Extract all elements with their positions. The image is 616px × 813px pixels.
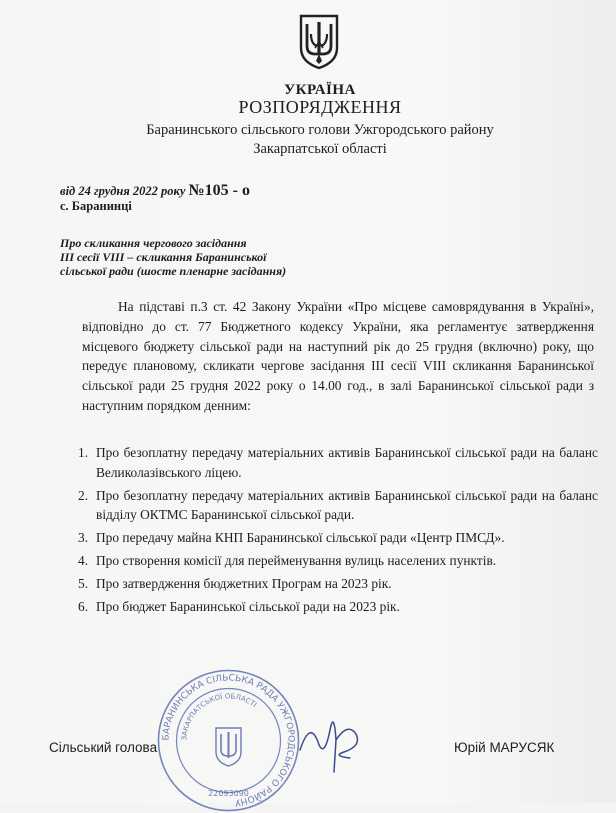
agenda-item-number: 4. — [78, 552, 89, 568]
document-date-number — [60, 182, 250, 200]
svg-text:ЗАКАРПАТСЬКОЇ ОБЛАСТІ — [180, 692, 258, 741]
agenda-item-text: Про безоплатну передачу матеріальних активів Баранинської сільської ради на баланс Великолазівського ліцею. — [96, 445, 598, 480]
issuer-line-1: Баранинського сільського голови Ужгородського району — [146, 122, 494, 138]
agenda-item — [78, 486, 598, 526]
agenda-item-text: Про створення комісії для перейменування вулиць населених пунктів. — [96, 552, 497, 568]
body-paragraph — [82, 297, 594, 416]
document-subject — [60, 236, 286, 278]
ukraine-trident-emblem-icon — [297, 12, 341, 70]
body-paragraph-text: На підставі п.3 ст. 42 Закону України «Про місцеве самоврядування в Україні», відповідно до ст. 77 Бюджетного кодексу України, яка регламентує затвердження місцевого бюджету сільської ради на наступний рік до 25 грудня (включно) року, що передує плановому, скликати чергове засідання ІІІ сесії VІІІ скликання Баранинської сільської ради 25 грудня 2022 року о 14.00 год., в залі Баранинської сільської ради з наступним порядком денним: — [82, 299, 594, 413]
signatory-title: Сільський голова — [49, 740, 158, 755]
subject-line-2: ІІІ сесії VІІІ – скликання Баранинської — [60, 250, 267, 264]
agenda-item-text: Про передачу майна КНП Баранинської сільської ради «Центр ПМСД». — [96, 530, 505, 546]
document-date: від 24 грудня 2022 року — [60, 184, 186, 198]
signatory-name: Юрій МАРУСЯК — [454, 740, 555, 755]
stamp-code: 22093090 — [208, 789, 249, 798]
stamp-trident-icon — [216, 728, 241, 766]
agenda-item — [78, 597, 598, 617]
agenda-item-text: Про безоплатну передачу матеріальних активів Баранинської сільської ради на баланс відділу ОКТМС Баранинської сільської ради. — [96, 487, 598, 523]
document-type-heading: РОЗПОРЯДЖЕННЯ — [238, 97, 402, 117]
agenda-item-number: 5. — [78, 575, 89, 591]
agenda-item-number: 1. — [78, 445, 89, 460]
agenda-item-number: 2. — [78, 487, 89, 503]
agenda-list — [78, 443, 598, 619]
agenda-item-number: 3. — [78, 530, 89, 546]
document-number: №105 - о — [188, 182, 250, 199]
subject-line-3: сільської ради (шосте пленарне засідання) — [60, 264, 287, 278]
official-stamp — [156, 668, 301, 813]
agenda-item — [78, 551, 598, 571]
handwritten-signature — [290, 700, 370, 780]
stamp-inner-text: ЗАКАРПАТСЬКОЇ ОБЛАСТІ — [180, 692, 259, 741]
country-heading: УКРАЇНА — [284, 82, 356, 98]
subject-line-1: Про скликання чергового засідання — [60, 236, 247, 250]
agenda-item-text: Про бюджет Баранинської сільської ради на 2023 рік. — [96, 598, 400, 614]
agenda-item — [78, 443, 598, 483]
agenda-item-number: 6. — [78, 598, 89, 614]
stamp-outer-text: БАРАНИНСЬКА СІЛЬСЬКА РАДА УЖГОРОДСЬКОГО РАЙОНУ — [161, 673, 296, 808]
document-place: с. Баранинці — [60, 199, 132, 213]
agenda-item — [78, 528, 598, 548]
agenda-item-text: Про затвердження бюджетних Програм на 2023 рік. — [96, 575, 392, 591]
agenda-item — [78, 574, 598, 594]
issuer-line-2: Закарпатської області — [253, 141, 387, 157]
